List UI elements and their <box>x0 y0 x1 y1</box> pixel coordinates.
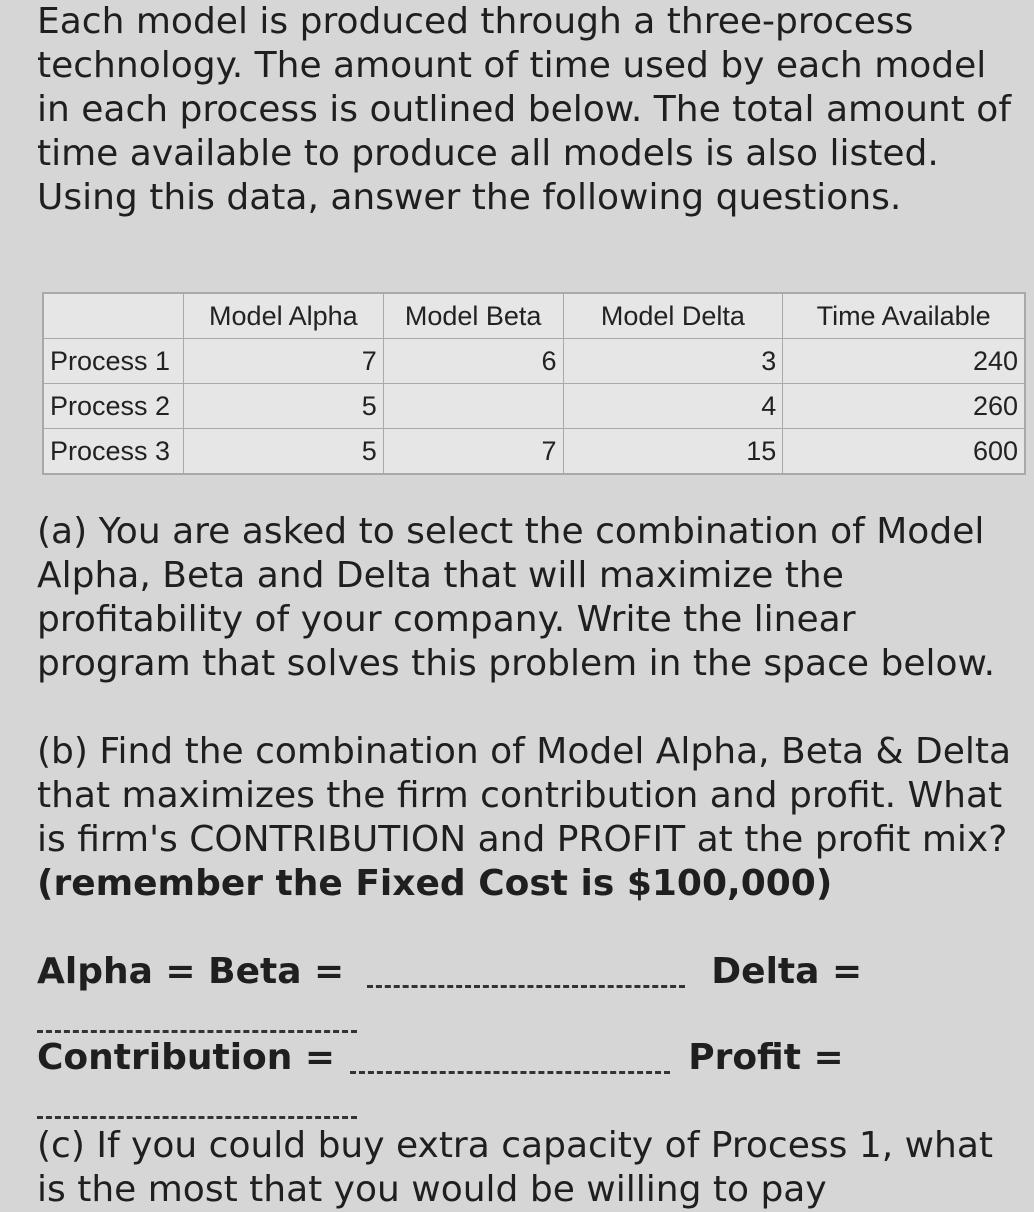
question-b <box>37 730 1027 906</box>
table-header-corner <box>44 294 184 339</box>
delta-answer-blank[interactable] <box>37 1030 357 1033</box>
table-row <box>44 429 1025 474</box>
cell-alpha: 5 <box>183 429 383 474</box>
contribution-answer-blank[interactable] <box>350 1045 670 1074</box>
table-row <box>44 384 1025 429</box>
intro-paragraph: Each model is produced through a three-process technology. The amount of time used by each model in each process is outlined below. The total amount of time available to produce all models is also listed. Using this data, answer the following questions. <box>37 1 1023 218</box>
cell-time: 240 <box>783 339 1025 384</box>
profit-label: Profit = <box>688 1037 844 1078</box>
table-header-beta: Model Beta <box>383 294 563 339</box>
cell-alpha: 5 <box>183 384 383 429</box>
table-header-alpha: Model Alpha <box>183 294 383 339</box>
cell-alpha: 7 <box>183 339 383 384</box>
contribution-label: Contribution = <box>37 1037 336 1078</box>
profit-answer-blank[interactable] <box>37 1116 357 1119</box>
cell-beta <box>383 384 563 429</box>
row-label: Process 2 <box>44 384 184 429</box>
question-b-fixed-cost-note: (remember the Fixed Cost is $100,000) <box>37 863 833 904</box>
cell-time: 600 <box>783 429 1025 474</box>
cell-delta: 3 <box>563 339 783 384</box>
alpha-beta-answer-blank[interactable] <box>367 959 685 988</box>
cell-delta: 4 <box>563 384 783 429</box>
answer-row-results <box>37 1036 844 1080</box>
question-c: (c) If you could buy extra capacity of Process 1, what is the most that you would be willing to pay <box>37 1125 1005 1210</box>
row-label: Process 1 <box>44 339 184 384</box>
table-header-delta: Model Delta <box>563 294 783 339</box>
table-row <box>44 339 1025 384</box>
question-b-text: (b) Find the combination of Model Alpha, Beta & Delta that maximizes the firm contribution and profit. What is firm's CONTRIBUTION and PROFIT at the profit mix? <box>37 731 1023 860</box>
cell-beta: 7 <box>383 429 563 474</box>
cell-delta: 15 <box>563 429 783 474</box>
table-header-row <box>44 294 1025 339</box>
beta-label: Beta = <box>208 951 345 992</box>
cell-beta: 6 <box>383 339 563 384</box>
process-time-table <box>42 292 1026 475</box>
question-a: (a) You are asked to select the combination of Model Alpha, Beta and Delta that will maximize the profitability of your company. Write the linear program that solves this problem in the space below. <box>37 511 996 684</box>
delta-label: Delta = <box>711 951 863 992</box>
answer-row-mix <box>37 950 862 994</box>
table-header-time: Time Available <box>783 294 1025 339</box>
row-label: Process 3 <box>44 429 184 474</box>
cell-time: 260 <box>783 384 1025 429</box>
alpha-label: Alpha = <box>37 951 196 992</box>
